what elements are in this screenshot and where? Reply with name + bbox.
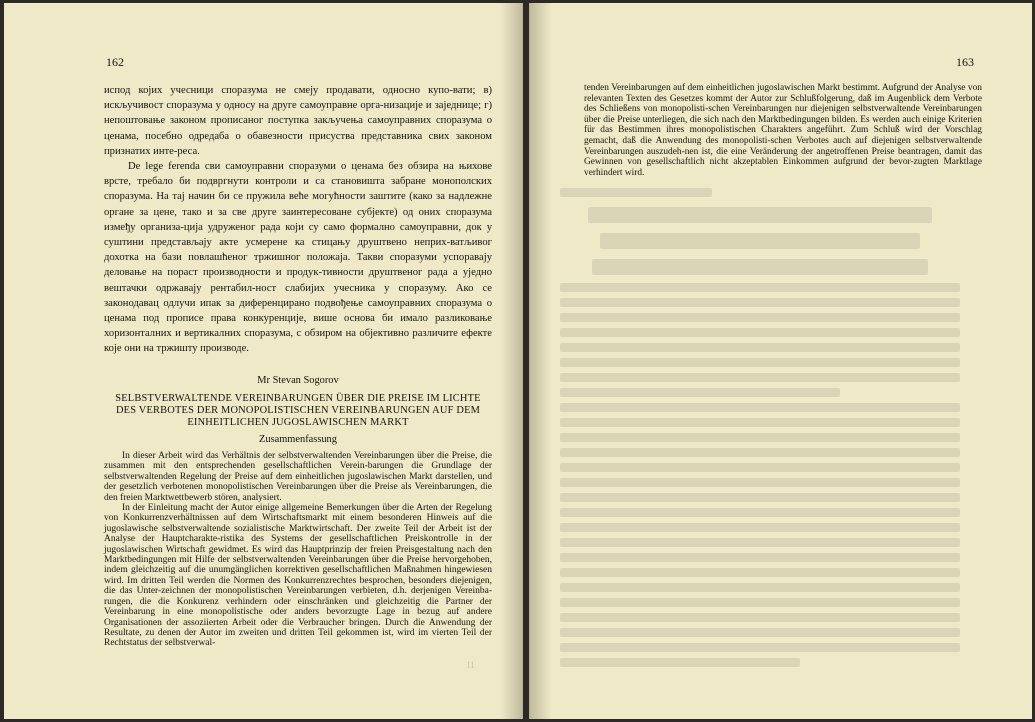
german-summary-text bbox=[104, 451, 492, 649]
body-paragraph: испод којих учесници споразума не смеју продавати, односно купо-вати; в) искључивост споразума у односу на друге самоуправне орга-низације и заједнице; г) непоштовање законом прописаног поступка закључења самоуправних споразума о ценама, посебно одредаба о обавезности присуства представника свих законом признатих инте-реса. bbox=[104, 85, 492, 157]
left-page bbox=[4, 3, 523, 719]
summary-paragraph: In der Einleitung macht der Autor einige allgemeine Bemerkungen über die Arten der Regelung von Konkurrenzverhältnissen auf dem Wirtschaftsmarkt mit einem besonderen Hinweis auf die jugoslawische selbstverwaltende sozialistische Marktwirtschaft. Der zweite Teil der Arbeit ist der Analyse der Hauptcharakte-ristika des Systems der gesellschaftlichen Preiskontrolle in der jugoslawischen Wirtschaft gewidmet. Es wird das Hauptprinzip der freien Preisgestaltung nach den Marktbedingungen mit Hilfe der selbstverwaltenden Vereinbarungen über die Preise hervorgehoben, indem gleichzeitig auf die unumgänglichen korrektiven gesellschaftlichen Maßnahmen hingewiesen wird. Im dritten Teil werden die Normen des Konkurrenzrechtes besprochen, besonders diejenigen, die das Unter-zeichnen der monopolistischen Vereinbarungen verbieten, d.h. derjenigen Vereinba-rungen, die die Konkurenz verhindern oder einschränken und gleichzeitig die Partner der Vereinbarung in eine monopolistische oder anders bevorzugte Lage in bezug auf andere Organisationen der assoziierten Arbeit oder die Verbraucher bringen. Durch die Anwendung der Resultate, zu denen der Autor im zweiten und dritten Teil gekommen ist, wird im vierten Teil der Rechtstatus der selbstverwal- bbox=[104, 503, 492, 649]
summary-subtitle: Zusammenfassung bbox=[259, 434, 337, 445]
body-paragraph: De lege ferenda сви самоуправни споразуми о ценама без обзира на њихове врсте, требало би подвргнути контроли и са становишта забране монополских споразума. На тај начин би се пружила веће могућности заштите (како за надлежне органе за цене, тако и за све друге заинтересоване субјекте) од оних споразума између организа-ција удруженог рада који су само формално самоуправни, док у суштини представљају акте усмерене ка стицању друштвено неприх-ватљивог дохотка на бази повлашћеног тржишног положаја. Такви споразуми успоравају деловање на пораст производности и продук-тивности друштвеног рада а уједно вештачки одржавају рентабил-ност слабијих учесника у споразуму. Ако се законодавац одлучи ипак за диференцирано подвођење самоуправних споразума о ценама под прописе права конкуренције, више основа би имало разликовање хоризонталних и вертикалних споразума, с обзиром на објективно различите ефекте које они на тржишту производе. bbox=[104, 161, 492, 355]
summary-paragraph: In dieser Arbeit wird das Verhältnis der selbstverwaltenden Vereinbarungen über die Preise, die zusammen mit den entsprechenden gesellschaftlichen Verein-barungen die Grundlage der selbstverwaltenden Regelung der Preise auf dem einheitlichen jugoslawischen Markt darstellen, und der gesetzlich verbotenen monopolistischen Vereinbarungen über die Preise als Vereinbarungen, die den freien Marktwettbewerb stören, analysiert. bbox=[104, 451, 492, 503]
right-page bbox=[529, 3, 1032, 719]
page-number: 162 bbox=[106, 55, 124, 69]
serbian-body-text bbox=[104, 83, 492, 357]
summary-title: SELBSTVERWALTENDE VEREINBARUNGEN ÜBER DIE PREISE IM LICHTE DES VERBOTES DER MONOPOLISTISCHEN VEREINBARUNGEN AUF DEM EINHEITLICHEN JUGOSLAWISCHEN MARKT bbox=[115, 393, 481, 428]
body-paragraph: tenden Vereinbarungen auf dem einheitlichen jugoslawischen Markt bestimmt. Aufgrund der Analyse von relevanten Texten des Gesetzes kommt der Autor zur Schlußfolgerung, daß im Augenblick dem Verbote des Schließens von monopolisti-schen Vereinbarungen nur diejenigen selbstverwaltende Vereinbarungen über die Preise unterliegen, die sich nach den Marktbedingungen bilden. Es werden auch einige Kriterien für das Bestimmen ihres monopolistischen Charakters angeführt. Zum Schluß wird der Vorschlag gemacht, daß die Anwendung des monopolisti-schen Verbotes auch auf diejenigen selbstverwaltende Vereinbarungen auszudeh-nen ist, die eine Veränderung der angetroffenen Preise beantragen, damit das Gewinnen von gesellschaftlich nicht akzeptablen Einkommen aufgrund der bevor-zugten Marktlage verhindert wird. bbox=[584, 83, 982, 178]
page-number: 163 bbox=[956, 55, 974, 69]
summary-author: Mr Stevan Sogorov bbox=[257, 375, 339, 386]
show-through-text bbox=[560, 188, 960, 673]
faint-mark: 11 bbox=[466, 660, 475, 670]
german-summary-continued bbox=[584, 83, 982, 178]
